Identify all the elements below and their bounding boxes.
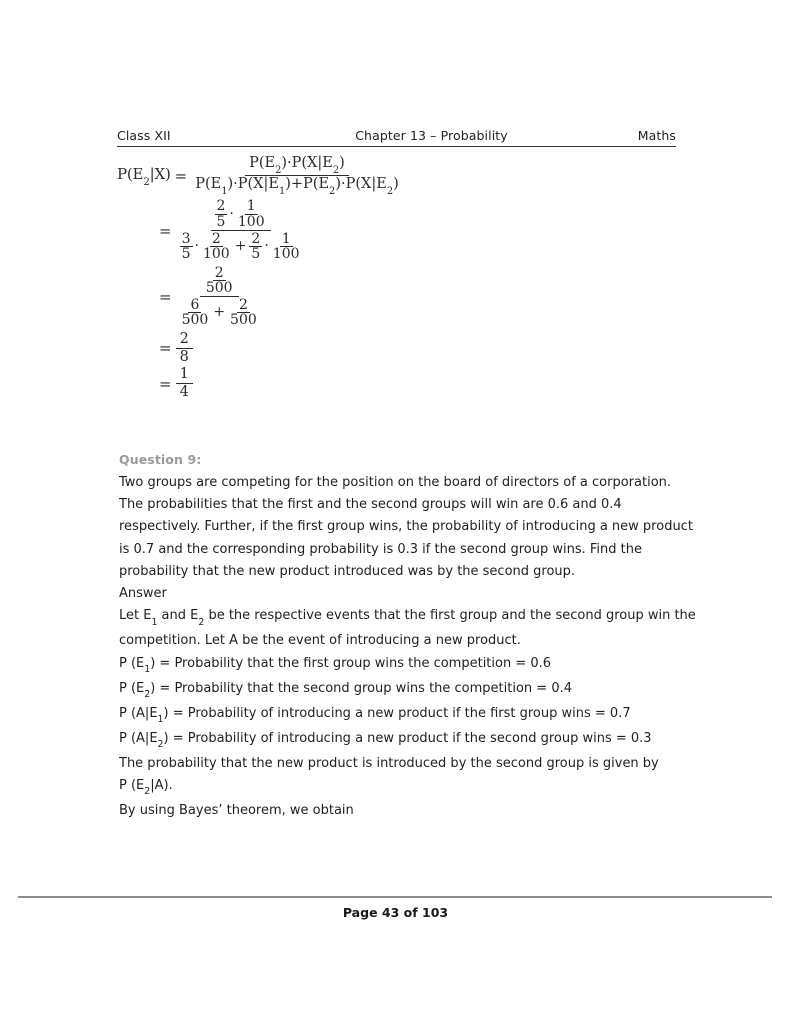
math-fraction-simplified: [176, 266, 263, 328]
math-numerator: [211, 199, 271, 231]
math-subfraction: 2 5: [216, 198, 226, 230]
math-denominator: $P(E_1)\cdot P(X|E_1)+P(E_2)\cdot P(X|E_2)$: [195, 176, 399, 198]
math-denominator: 4: [179, 384, 189, 401]
math-lhs-expression: $P(E_2|X)$: [117, 165, 171, 189]
footer-divider: [18, 896, 772, 898]
math-subfraction: 1 100: [272, 231, 300, 263]
header-class-label: Class XII: [117, 128, 171, 143]
math-denominator: [176, 231, 306, 262]
math-fraction-bayes: [191, 155, 403, 198]
math-equals-sign: =: [159, 287, 172, 306]
math-fraction-one-fourth: [176, 367, 193, 400]
question-text-line: The probabilities that the first and the second groups will win are 0.6 and 0.4: [119, 497, 622, 513]
math-plus-sign: +: [234, 238, 247, 255]
math-denominator: [176, 297, 263, 328]
answer-text-line: The probability that the new product is introduced by the second group is given by: [119, 755, 659, 771]
math-subfraction: 2 100: [202, 231, 230, 263]
math-equals-sign: =: [159, 339, 172, 358]
math-subfraction: 2 500: [205, 264, 233, 296]
probability-statement-a-given-e1: P $(A|E_1)$ = Probability of introducing a new product if the first group wins = 0.7: [119, 705, 631, 726]
math-subfraction: $\frac{2}{5}$: [251, 231, 261, 263]
math-denominator: 8: [179, 348, 189, 365]
page-header: [117, 128, 676, 143]
math-subfraction: 3 5: [181, 231, 191, 263]
question-text-line: respectively. Further, if the first group wins, the probability of introducing a new product: [119, 519, 693, 535]
math-equals-sign: =: [174, 166, 188, 185]
answer-text-line: Let $E_1$ and $E_2$ be the respective events that the first group and the second group win the: [119, 608, 696, 628]
answer-text-line: competition. Let A be the event of introducing a new product.: [119, 633, 521, 649]
probability-statement-e2: P $(E_2)$ = Probability that the second group wins the competition = 0.4: [119, 680, 572, 701]
math-subfraction: 6 500: [181, 297, 209, 329]
math-line-bayes-formula: [117, 155, 677, 198]
math-fraction-substitution: [176, 199, 306, 261]
header-subject-label: Maths: [637, 128, 676, 143]
math-fraction-two-eighths: [176, 332, 193, 365]
math-multiply-dot: ·: [229, 205, 234, 222]
math-multiply-dot: ·: [194, 238, 199, 255]
answer-text-line: By using Bayes’ theorem, we obtain: [119, 802, 354, 818]
question-label: Question 9:: [119, 452, 202, 467]
math-multiply-dot: ·: [264, 238, 269, 255]
math-numerator: 1: [176, 367, 193, 384]
answer-heading: Answer: [119, 586, 167, 602]
header-divider: [117, 146, 676, 147]
math-subfraction: $\frac{2}{500}$: [230, 297, 257, 329]
question-text-line: Two groups are competing for the position on the board of directors of a corporation.: [119, 475, 672, 490]
math-equals-sign: =: [159, 374, 172, 393]
question-answer-body: [119, 452, 696, 826]
math-plus-sign: +: [213, 304, 226, 321]
probability-statement-e1: P $(E_1)$ = Probability that the first group wins the competition = 0.6: [119, 655, 552, 676]
math-line-substitution: [155, 199, 677, 261]
math-line-one-fourth: [155, 367, 677, 400]
probability-statement-a-given-e2: P $(A|E_2)$ = Probability of introducing a new product if the second group wins = 0.3: [119, 730, 652, 751]
math-numerator: 2: [176, 332, 193, 349]
header-chapter-label: Chapter 13 – Probability: [355, 128, 508, 143]
question-text-line: probability that the new product introduced was by the second group.: [119, 563, 576, 579]
page-number-footer: Page 43 of 103: [342, 905, 449, 920]
probability-statement-e2-given-a: P $(E_2|A)$.: [119, 777, 173, 798]
math-derivation-block: [117, 156, 677, 400]
question-text-line: is 0.7 and the corresponding probability is 0.3 if the second group wins. Find the: [119, 541, 642, 557]
math-numerator: [200, 266, 239, 298]
math-subfraction: 1 100: [237, 198, 265, 230]
math-numerator: $P(E_2)\cdot P(X|E_2)$: [245, 156, 349, 176]
math-equals-sign: =: [159, 221, 172, 240]
math-line-simplified-500: [155, 266, 677, 328]
math-line-two-eighths: [155, 332, 677, 365]
